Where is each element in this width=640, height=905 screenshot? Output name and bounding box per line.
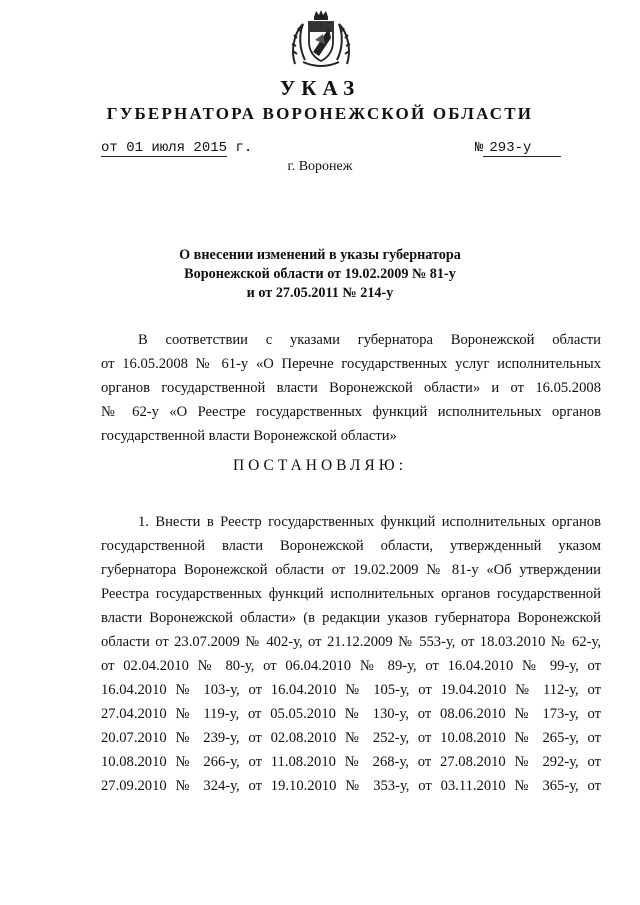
date-suffix: г. — [235, 140, 253, 156]
date-prefix: от — [101, 140, 118, 156]
document-heading — [0, 246, 640, 303]
number-value: 293-у — [483, 140, 561, 157]
preamble-line: органов государственной власти Воронежской области» и от 16.05.2008 — [101, 380, 601, 396]
preamble-line: В соответствии с указами губернатора Воронежской области — [138, 332, 601, 348]
preamble-line: государственной власти Воронежской области» — [101, 428, 397, 444]
item-1-line: 10.08.2010 № 266-у, от 11.08.2010 № 268-у, от 27.08.2010 № 292-у, от — [101, 754, 601, 770]
document-type-title: УКАЗ — [279, 76, 361, 100]
item-1-line: 1. Внести в Реестр государственных функций исполнительных органов — [138, 514, 601, 530]
item-1-line: Реестра государственных функций исполнительных органов государственной — [101, 586, 601, 602]
preamble-paragraph — [101, 328, 601, 448]
item-1-line: 27.09.2010 № 324-у, от 19.10.2010 № 353-у, от 03.11.2010 № 365-у, от — [101, 778, 601, 794]
decree-word: ПОСТАНОВЛЯЮ: — [232, 457, 408, 474]
item-1-line: 27.04.2010 № 119-у, от 05.05.2010 № 130-у, от 08.06.2010 № 173-у, от — [101, 706, 601, 722]
item-1-line: губернатора Воронежской области от 19.02.2009 № 81-у «Об утверждении — [101, 562, 601, 578]
heading-line: Воронежской области от 19.02.2009 № 81-у — [184, 266, 456, 282]
preamble-line: от 16.05.2008 № 61-у «О Перечне государственных услуг исполнительных — [101, 356, 601, 372]
item-1-line: государственной власти Воронежской области, утвержденный указом — [101, 538, 601, 554]
item-1-line: от 02.04.2010 № 80-у, от 06.04.2010 № 89-у, от 16.04.2010 № 99-у, от — [101, 658, 601, 674]
city-label: г. Воронеж — [287, 159, 353, 174]
item-1-line: власти Воронежской области» (в редакции указов губернатора Воронежской — [101, 610, 601, 626]
preamble-line: № 62-у «О Реестре государственных функций исполнительных органов — [101, 404, 601, 420]
heading-line: О внесении изменений в указы губернатора — [179, 247, 461, 263]
document-number — [475, 140, 561, 157]
date-value: 01 июля 2015 — [126, 140, 228, 156]
coat-of-arms-icon — [289, 8, 353, 70]
number-prefix: № — [475, 140, 484, 156]
document-date — [101, 140, 252, 156]
heading-line: и от 27.05.2011 № 214-у — [246, 285, 394, 301]
item-1-line: 16.04.2010 № 103-у, от 16.04.2010 № 105-у, от 19.04.2010 № 112-у, от — [101, 682, 601, 698]
item-1-paragraph — [101, 510, 601, 798]
issuer-title: ГУБЕРНАТОРА ВОРОНЕЖСКОЙ ОБЛАСТИ — [106, 104, 534, 123]
item-1-line: области от 23.07.2009 № 402-у, от 21.12.2009 № 553-у, от 18.03.2010 № 62-у, — [101, 634, 601, 650]
item-1-line: 20.07.2010 № 239-у, от 02.08.2010 № 252-у, от 10.08.2010 № 265-у, от — [101, 730, 601, 746]
